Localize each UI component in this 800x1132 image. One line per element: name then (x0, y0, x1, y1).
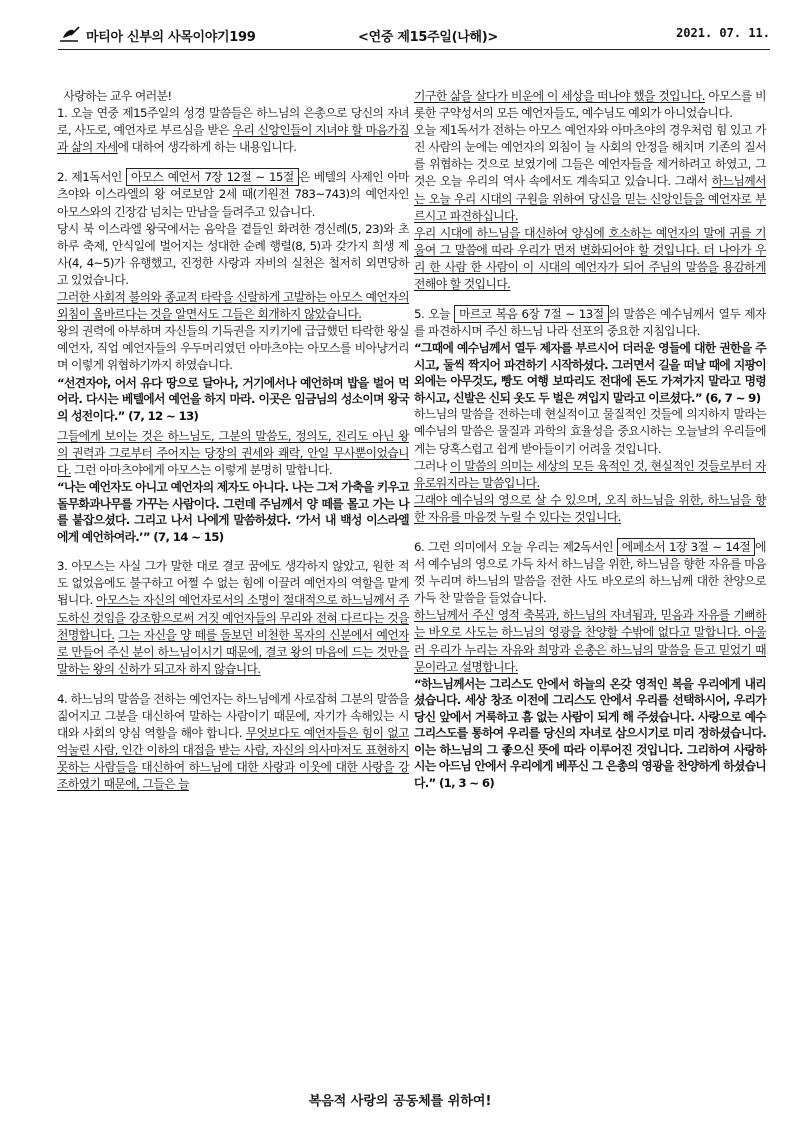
paragraph-r7: 그래야 예수님의 영으로 살 수 있으며, 오직 하느님을 위한, 하느님을 향한 자유를 마음껏 누릴 수 있다는 것입니다. (414, 492, 766, 524)
issue-date: 2021. 07. 11. (676, 26, 770, 40)
paragraph-6: 그들에게 보이는 것은 하느님도, 그분의 말씀도, 정의도, 진리도 아닌 왕의 권력과 그로부터 주어지는 당장의 권세와 쾌락, 안일 무사뿐이었습니다. 그런 아마츠야에게 아모스는 이렇게 분명히 말합니다. (57, 429, 409, 478)
paragraph-r2: 오늘 제1독서가 전하는 아모스 예언자와 아마츠야의 경우처럼 힘 있고 가진 사람의 눈에는 예언자의 외침이 늘 사회의 안정을 해치며 기존의 질서를 위협하는 것으로 보였기에 그들은 예언자들을 제거하려고 하였고, 그것은 오늘 우리의 역사 속에서도 계속되고 있습니다. 그래서 하느님께서는 오늘 우리 시대의 구원을 위하여 당신을 믿는 신앙인들을 예언자로 부르시고 파견하십니다. (414, 123, 766, 223)
paragraph-2: 2. 제1독서인 아모스 예언서 7장 12절 ~ 15절 은 베텔의 사제인 아마츠야와 이스라엘의 왕 여로보암 2세 때(기원전 783~743)의 예언자인 아모스와의 긴장감 넘치는 만남을 들려주고 있습니다. (57, 170, 409, 219)
paragraph-r1: 기구한 삶을 살다가 비운에 이 세상을 떠나야 했을 것입니다. 아모스를 비롯한 구약성서의 모든 예언자들도, 예수님도 예외가 아니었습니다. (414, 89, 766, 121)
paragraph-r8: 6. 그런 의미에서 오늘 우리는 제2독서인 에페소서 1장 3절 ~ 14절 에서 예수님의 영으로 가득 차서 하느님을 위한, 하느님을 향한 자유를 마음껏 누리며 하느님의 말씀을 전한 사도 바오로의 하느님께 대한 찬양으로 가득 찬 말씀을 들었습니다. (414, 539, 766, 606)
paragraph-r6: 그러나 이 말씀의 의미는 세상의 모든 육적인 것, 현실적인 것들로부터 자유로워지라는 말씀입니다. (414, 458, 766, 490)
right-column (414, 88, 766, 791)
scripture-reference-box: 에페소서 1장 3절 ~ 14절 (617, 538, 755, 556)
header-divider (58, 49, 770, 50)
scripture-quote: “하느님께서는 그리스도 안에서 하늘의 온갖 영적인 복을 우리에게 내리셨습니다. 세상 창조 이전에 그리스도 안에서 우리를 선택하시어, 우리가 당신 앞에서 거룩하고 흠 없는 사람이 되게 해 주셨습니다. 사랑으로 예수 그리스도를 통하여 우리를 당신의 자녀로 삼으시기로 미리 정하셨습니다. 이는 하느님의 그 좋으신 뜻에 따라 이루어진 것입니다. 그리하여 사랑하시는 아드님 안에서 우리에게 베푸신 그 은총의 영광을 찬양하게 하셨습니다.” (1, 3 ~ 6) (414, 676, 766, 790)
paragraph-r4: 5. 오늘 마르코 복음 6장 7절 ~ 13절 의 말씀은 예수님께서 열두 제자를 파견하시며 주신 하느님 나라 선포의 중요한 지침입니다. (414, 307, 767, 339)
paragraph-3: 당시 북 이스라엘 왕국에서는 음악을 곁들인 화려한 경신례(5, 23)와 초하루 축제, 안식일에 벌어지는 성대한 순례 행렬(8, 5)과 갖가지 희생 제사(4, 4~5)가 유행했고, 진정한 사랑과 자비의 실천은 철저히 외면당하고 있었습니다. (57, 221, 409, 287)
paragraph-r9: 하느님께서 주신 영적 축복과, 하느님의 자녀됨과, 믿음과 자유를 기뻐하는 바오로 사도는 하느님의 영광을 찬양할 수밖에 없다고 말합니다. 아울러 우리가 누리는 자유와 희망과 은총은 하느님의 말씀을 듣고 믿었기 때문이라고 설명합니다. (414, 608, 766, 674)
footer-slogan: 복음적 사랑의 공동체를 위하여! (308, 1094, 492, 1109)
scripture-quote: “선견자야, 어서 유다 땅으로 달아나, 거기에서나 예언하며 밥을 벌어 먹어라. 다시는 베텔에서 예언을 하지 마라. 이곳은 임금님의 성소이며 왕국의 성전이다.” (7, 12 ~ 13) (57, 375, 409, 423)
paragraph-5: 왕의 권력에 아부하며 자신들의 기득권을 지키기에 급급했던 타락한 왕실 예언자, 직업 예언자들의 우두머리였던 아마츠야는 아모스를 비아냥거리며 이렇게 위협하기까지 하였습니다. (57, 324, 409, 373)
paragraph-1: 1. 오늘 연중 제15주일의 성경 말씀들은 하느님의 은총으로 당신의 자녀로, 사도로, 예언자로 부르심을 받은 우리 신앙인들이 지녀야 할 마음가짐과 삶의 자세에 대하여 생각하게 하는 내용입니다. (57, 106, 409, 155)
scripture-reference-box: 마르코 복음 6장 7절 ~ 13절 (454, 305, 608, 323)
scripture-quote: “나는 예언자도 아니고 예언자의 제자도 아니다. 나는 그저 가축을 키우고 돌무화과나무를 가꾸는 사람이다. 그런데 주님께서 양 떼를 몰고 가는 나를 붙잡으셨다. 그리고 나서 나에게 말씀하셨다. ‘가서 내 백성 이스라엘에게 예언하여라.’” (7, 14 ~ 15) (57, 480, 409, 544)
left-column (57, 88, 409, 794)
page-header (58, 22, 770, 52)
paragraph-r3: 우리 시대에 하느님을 대신하여 양심에 호소하는 예언자의 말에 귀를 기울여 그 말씀에 따라 우리가 먼저 변화되어야 할 것입니다. 더 나아가 우리 한 사람 한 사람이 이 시대의 예언자가 되어 주님의 말씀을 용감하게 전해야 할 것입니다. (414, 225, 766, 292)
paragraph-7: 3. 아모스는 사실 그가 말한 대로 결코 꿈에도 생각하지 않았고, 원한 적도 없었음에도 불구하고 어쩔 수 없는 힘에 이끌려 예언자의 역할을 맡게 됩니다. 아모스는 자신의 예언자로서의 소명이 절대적으로 하느님께서 주도하신 것임을 강조함으로써 거짓 예언자들의 무리와 전혀 다르다는 것을 천명합니다. 그는 자신을 양 떼를 돌보던 비천한 목자의 신분에서 예언자로 만들어 주신 분이 하느님이시기 때문에, 결코 왕의 마음에 드는 것만을 말하는 왕의 신하가 되고자 하지 않습니다. (57, 559, 409, 676)
hand-writing-icon (58, 24, 82, 44)
greeting: 사랑하는 교우 여러분! (63, 89, 172, 103)
scripture-quote: “그때에 예수님께서 열두 제자를 부르시어 더러운 영들에 대한 권한을 주시고, 둘씩 짝지어 파견하기 시작하셨다. 그러면서 길을 떠날 때에 지팡이 외에는 아무것도, 빵도 여행 보따리도 전대에 돈도 가져가지 말라고 명령하시고, 신발은 신되 옷도 두 벌은 껴입지 말라고 이르셨다.” (6, 7 ~ 9) (414, 341, 766, 405)
newsletter-title: 마티아 신부의 사목이야기199 (86, 30, 256, 45)
liturgical-day: <연중 제15주일(나해)> (358, 30, 498, 45)
paragraph-4: 그러한 사회적 불의와 종교적 타락을 신랄하게 고발하는 아모스 예언자의 외침이 올바르다는 것을 알면서도 그들은 회개하지 않았습니다. (57, 290, 409, 322)
paragraph-8: 4. 하느님의 말씀을 전하는 예언자는 하느님에게 사로잡혀 그분의 말씀을 짊어지고 그분을 대신하여 말하는 사람이기 때문에, 자기가 속해있는 시대와 사회의 양심 역할을 해야 합니다. 무엇보다도 예언자들은 힘이 없고 억눌린 사람, 인간 이하의 대접을 받는 사람, 자신의 의사마저도 표현하지 못하는 사람들을 대신하여 하느님에 대한 사랑과 이웃에 대한 사랑을 강조하였기 때문에, 그들은 늘 (57, 691, 409, 792)
paragraph-r5: 하느님의 말씀을 전하는데 현실적이고 물질적인 것들에 의지하지 말라는 예수님의 말씀은 물질과 과학의 효율성을 중요시하는 오늘날의 우리들에게는 당혹스럽고 쉽게 받아들이기 어려울 것입니다. (414, 407, 766, 456)
scripture-reference-box: 아모스 예언서 7장 12절 ~ 15절 (126, 168, 299, 186)
